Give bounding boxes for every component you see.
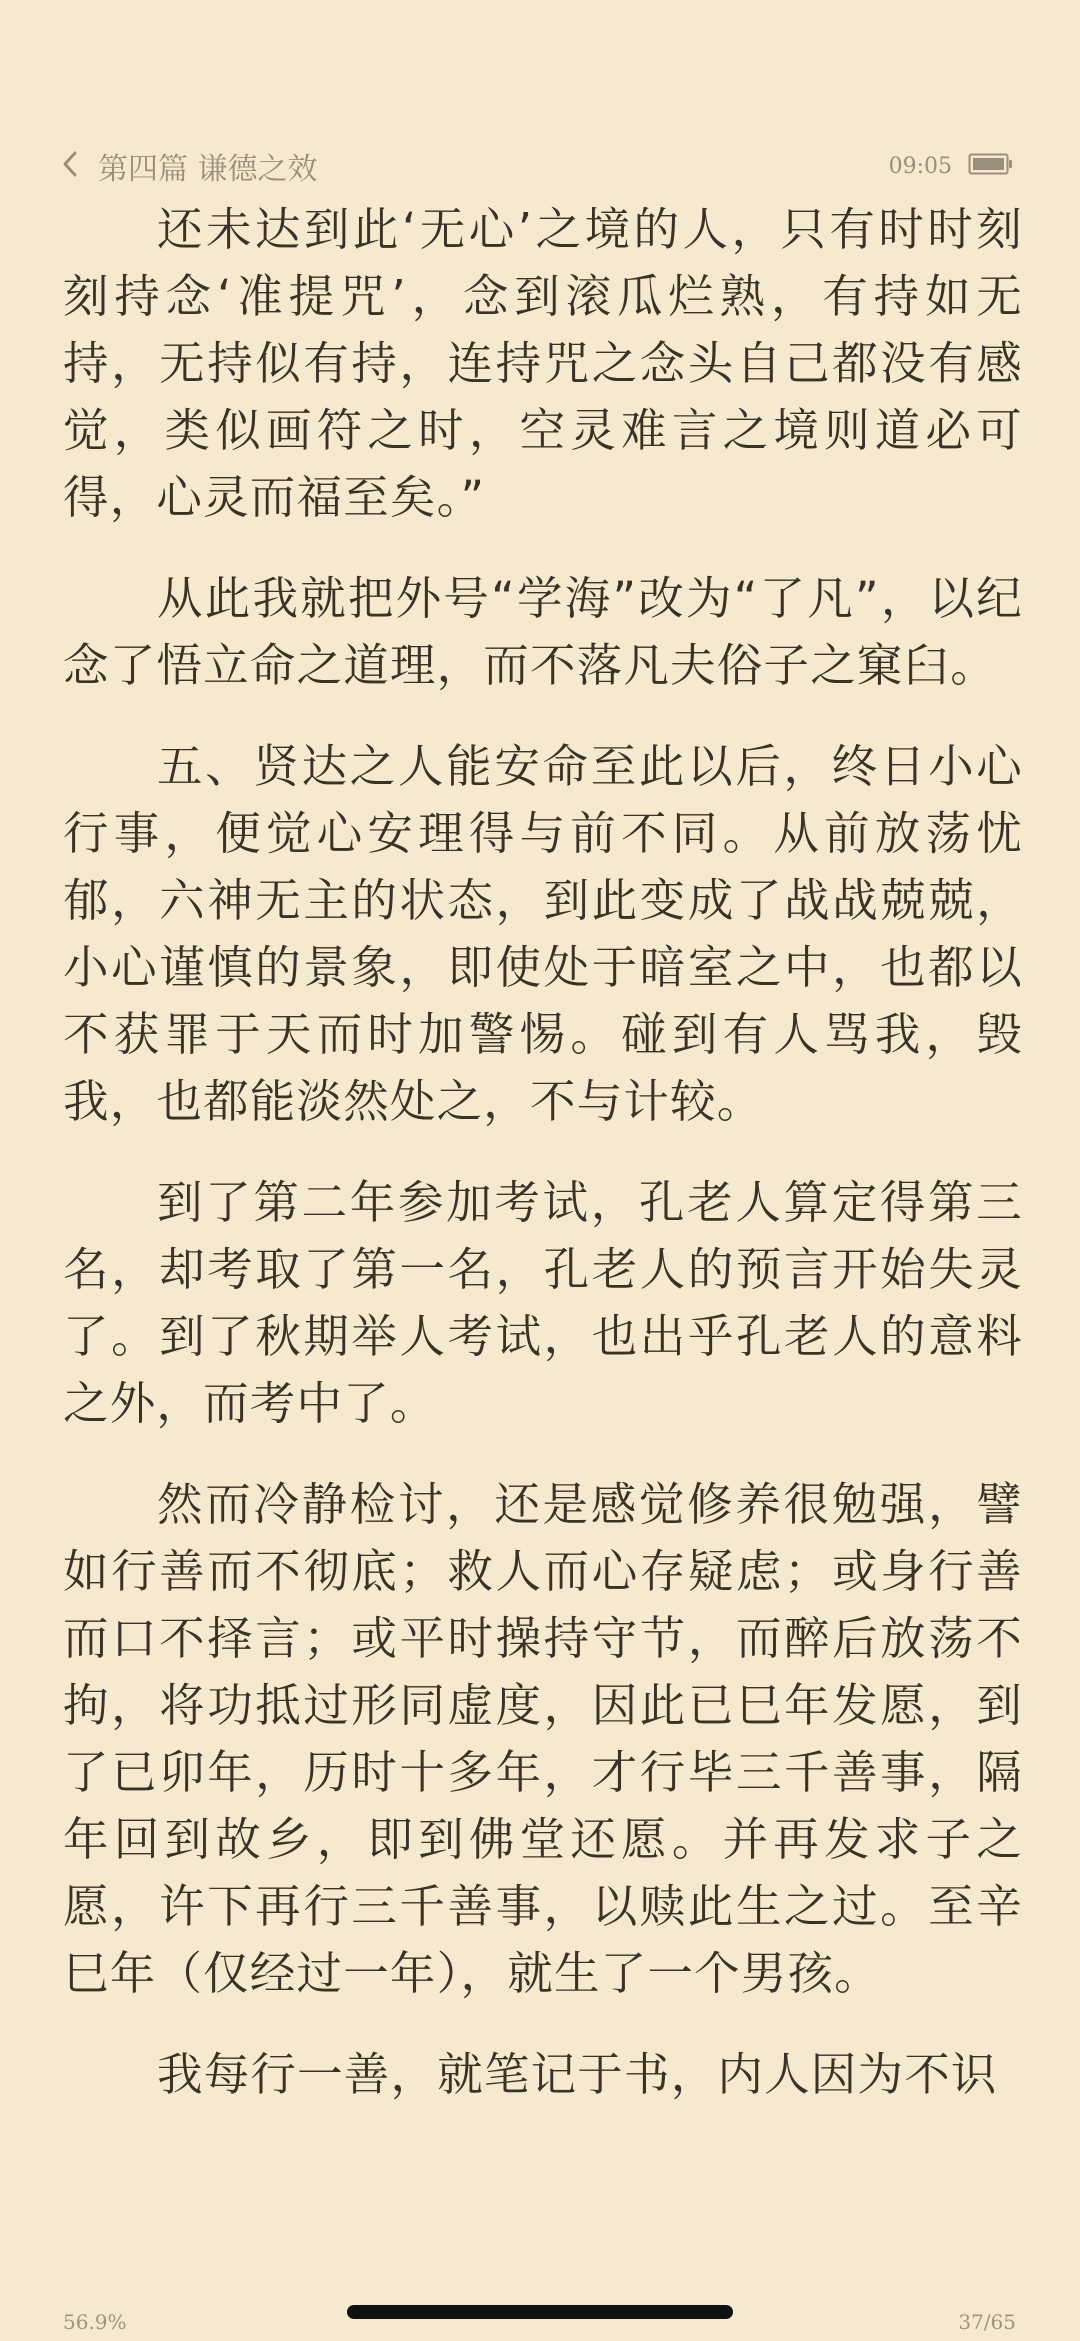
paragraph: 我每行一善，就笔记于书，内人因为不识 <box>157 2048 998 2101</box>
paragraph: 五、贤达之人能安命至此以后，终日小心行事，便觉心安理得与前不同。从前放荡忧郁，六神无主的状态，到此变成了战战兢兢，小心谨慎的景象，即使处于暗室之中，也都以不获罪于天而时加警惕。碰到有人骂我，毁我，也都能淡然处之，不与计较。 <box>63 740 1023 1128</box>
reading-content[interactable] <box>63 196 1023 2142</box>
chapter-title: 第四篇 谦德之效 <box>98 152 318 187</box>
paragraph: 还未达到此‘无心’之境的人，只有时时刻刻持念‘准提咒’，念到滚瓜烂熟，有持如无持，无持似有持，连持咒之念头自己都没有感觉，类似画符之时，空灵难言之境则道必可得，心灵而福至矣。” <box>63 203 1023 524</box>
paragraph: 从此我就把外号“学海”改为“了凡”，以纪念了悟立命之道理，而不落凡夫俗子之窠臼。 <box>63 572 1023 692</box>
paragraph: 到了第二年参加考试，孔老人算定得第三名，却考取了第一名，孔老人的预言开始失灵了。到了秋期举人考试，也出乎孔老人的意料之外，而考中了。 <box>63 1176 1023 1430</box>
paragraph: 然而冷静检讨，还是感觉修养很勉强，譬如行善而不彻底；救人而心存疑虑；或身行善而口不择言；或平时操持守节，而醉后放荡不拘，将功抵过形同虚度，因此已巳年发愿，到了已卯年，历时十多年，才行毕三千善事，隔年回到故乡，即到佛堂还愿。并再发求子之愿，许下再行三千善事，以赎此生之过。至辛巳年（仅经过一年），就生了一个男孩。 <box>63 1478 1023 2000</box>
battery-icon <box>968 152 1014 180</box>
status-area <box>889 148 1014 184</box>
page-counter: 37/65 <box>958 2310 1016 2334</box>
chevron-left-icon <box>58 147 82 185</box>
reader-header <box>0 138 1080 194</box>
back-button[interactable] <box>58 144 318 188</box>
clock-time: 09:05 <box>888 153 952 179</box>
reading-progress: 56.9% <box>63 2310 127 2334</box>
home-indicator[interactable] <box>347 2305 733 2319</box>
